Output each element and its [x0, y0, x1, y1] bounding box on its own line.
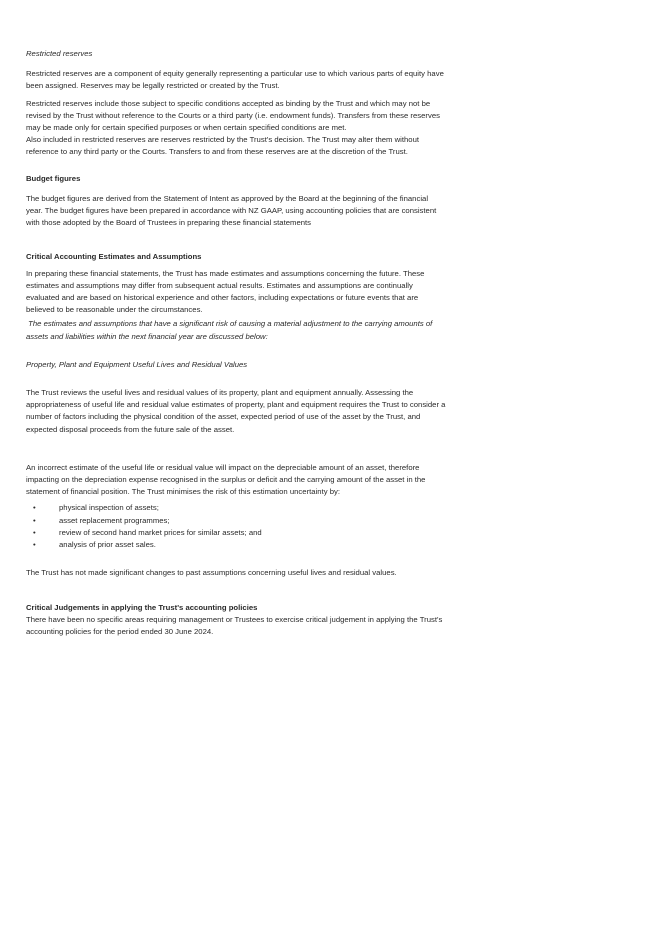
document-page	[26, 48, 446, 638]
estimation-risk-list	[26, 502, 446, 551]
critical-estimates-paragraph-2: The estimates and assumptions that have a significant risk of causing a material adjustment to the carrying amounts of assets and liabilities within the next financial year are discussed below:	[26, 319, 435, 341]
restricted-reserves-paragraph-1: Restricted reserves are a component of equity generally representing a particular use to which various parts of equity have been assigned. Reserves may be legally restricted or created by the Trust.	[26, 69, 444, 91]
ppe-paragraph-3: The Trust has not made significant changes to past assumptions concerning useful lives and residual values.	[26, 568, 397, 578]
budget-figures-heading: Budget figures	[26, 173, 81, 183]
list-item: • asset replacement programmes;	[26, 515, 446, 527]
restricted-reserves-paragraph-2: Restricted reserves include those subject to specific conditions accepted as binding by the Trust and which may not be revised by the Trust without reference to the Courts or a third party (i.e. endowment funds). Transfers from these reserves may be made only for certain specified purposes or when certain specified conditions are met.	[26, 98, 440, 133]
critical-judgements-heading: Critical Judgements in applying the Trust's accounting policies	[26, 602, 258, 612]
critical-judgements-paragraph: There have been no specific areas requiring management or Trustees to exercise critical judgement in applying the Trust's accounting policies for the period ended 30 June 2024.	[26, 614, 443, 636]
restricted-reserves-heading: Restricted reserves	[26, 49, 93, 58]
list-item: • review of second hand market prices for similar assets; and	[26, 527, 446, 539]
critical-estimates-paragraph-1: In preparing these financial statements, the Trust has made estimates and assumptions concerning the future. These estimates and assumptions may differ from subsequent actual results. Estimates and assumptions are continually evaluated and are based on historical experience and other factors, including expectations or future events that are believed to be reasonable under the circumstances.	[26, 268, 425, 315]
critical-estimates-heading: Critical Accounting Estimates and Assumptions	[26, 252, 202, 262]
ppe-heading: Property, Plant and Equipment Useful Lives and Residual Values	[26, 359, 248, 369]
ppe-paragraph-2: An incorrect estimate of the useful life or residual value will impact on the depreciable amount of an asset, therefore impacting on the depreciation expense recognised in the surplus or deficit and the carrying amount of the asset in the statement of financial position. The Trust minimises the risk of this estimation uncertainty by:	[26, 462, 426, 497]
restricted-reserves-paragraph-3: Also included in restricted reserves are reserves restricted by the Trust's decision. The Trust may alter them without reference to any third party or the Courts. Transfers to and from these reserves are at the discretion of the Trust.	[26, 135, 420, 157]
list-item: • physical inspection of assets;	[26, 502, 446, 514]
list-item: • analysis of prior asset sales.	[26, 539, 446, 551]
budget-figures-paragraph: The budget figures are derived from the Statement of Intent as approved by the Board at the beginning of the financial year. The budget figures have been prepared in accordance with NZ GAAP, using accounting policies that are consistent with those adopted by the Board of Trustees in preparing these financial statements	[26, 193, 437, 228]
ppe-paragraph-1: The Trust reviews the useful lives and residual values of its property, plant and equipment annually. Assessing the appropriateness of useful life and residual value estimates of property, plant and equipment requires the Trust to consider a number of factors including the physical condition of the asset, expected period of use of the asset by the Trust, and expected disposal proceeds from the future sale of the asset.	[26, 388, 446, 434]
